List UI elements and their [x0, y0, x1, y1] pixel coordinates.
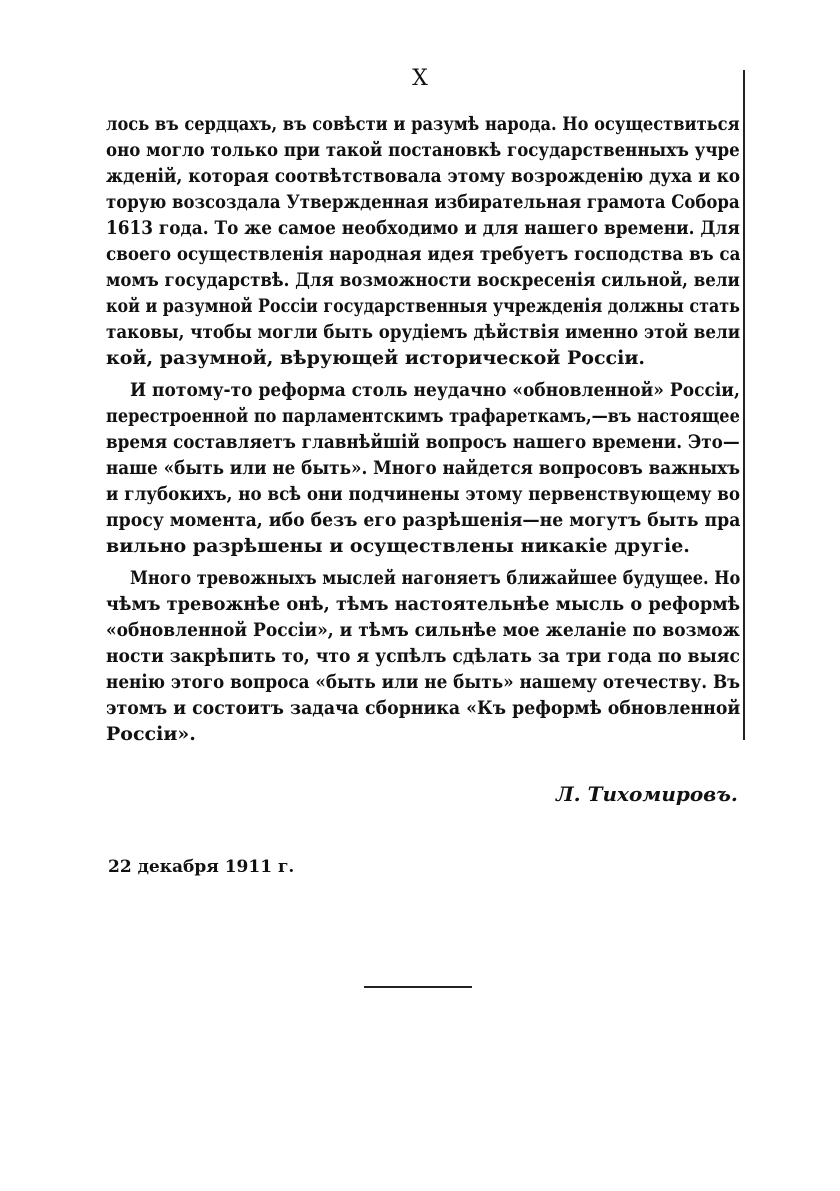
- text-line: вильно разрѣшены и осуществлены никакіе другіе.: [106, 535, 690, 557]
- text-line: Россіи».: [106, 723, 196, 745]
- text-line: И потому-то реформа столь неудачно «обновленной» Россіи,: [130, 379, 740, 401]
- text-line: кой, разумной, вѣрующей исторической Россіи.: [106, 347, 646, 369]
- text-line: и глубокихъ, но всѣ они подчинены этому первенствующему во: [106, 483, 741, 505]
- scan-edge-line: [743, 70, 745, 740]
- text-line: этомъ и состоитъ задача сборника «Къ реформѣ обновленной: [106, 697, 741, 719]
- text-line: торую возсоздала Утвержденная избирательная грамота Собора: [106, 191, 740, 213]
- text-line: кой и разумной Россіи государственныя учрежденія должны стать: [106, 295, 740, 317]
- text-line: своего осуществленія народная идея требуетъ господства въ са: [106, 243, 741, 265]
- text-line: Много тревожныхъ мыслей нагоняетъ ближайшее будущее. Но: [130, 567, 741, 589]
- page-number: X: [412, 66, 428, 91]
- text-line: оно могло только при такой постановкѣ государственныхъ учре: [106, 139, 740, 161]
- text-line: перестроенной по парламентскимъ трафареткамъ,—въ настоящее: [106, 405, 740, 427]
- date-line: 22 декабря 1911 г.: [108, 857, 295, 877]
- text-line: ности закрѣпить то, что я успѣлъ сдѣлать за три года по выяс: [106, 645, 740, 667]
- text-line: лось въ сердцахъ, въ совѣсти и разумѣ народа. Но осуществиться: [106, 113, 740, 135]
- text-line: наше «быть или не быть». Много найдется вопросовъ важныхъ: [106, 457, 741, 479]
- text-line: ненію этого вопроса «быть или не быть» нашему отечеству. Въ: [106, 671, 741, 693]
- text-line: чѣмъ тревожнѣе онѣ, тѣмъ настоятельнѣе мысль о реформѣ: [106, 593, 741, 615]
- end-divider: [364, 986, 472, 988]
- text-line: «обновленной Россіи», и тѣмъ сильнѣе мое желаніе по возмож: [106, 619, 740, 641]
- text-line: таковы, чтобы могли быть орудіемъ дѣйствія именно этой вели: [106, 321, 741, 343]
- author-signature: Л. Тихомировъ.: [556, 782, 738, 806]
- text-line: просу момента, ибо безъ его разрѣшенія—не могутъ быть пра: [106, 509, 741, 531]
- text-line: момъ государствѣ. Для возможности воскресенія сильной, вели: [106, 269, 740, 291]
- text-line: жденій, которая соотвѣтствовала этому возрожденію духа и ко: [106, 165, 741, 187]
- text-line: время составляетъ главнѣйшій вопросъ нашего времени. Это—: [106, 431, 740, 453]
- text-line: 1613 года. То же самое необходимо и для нашего времени. Для: [106, 217, 740, 239]
